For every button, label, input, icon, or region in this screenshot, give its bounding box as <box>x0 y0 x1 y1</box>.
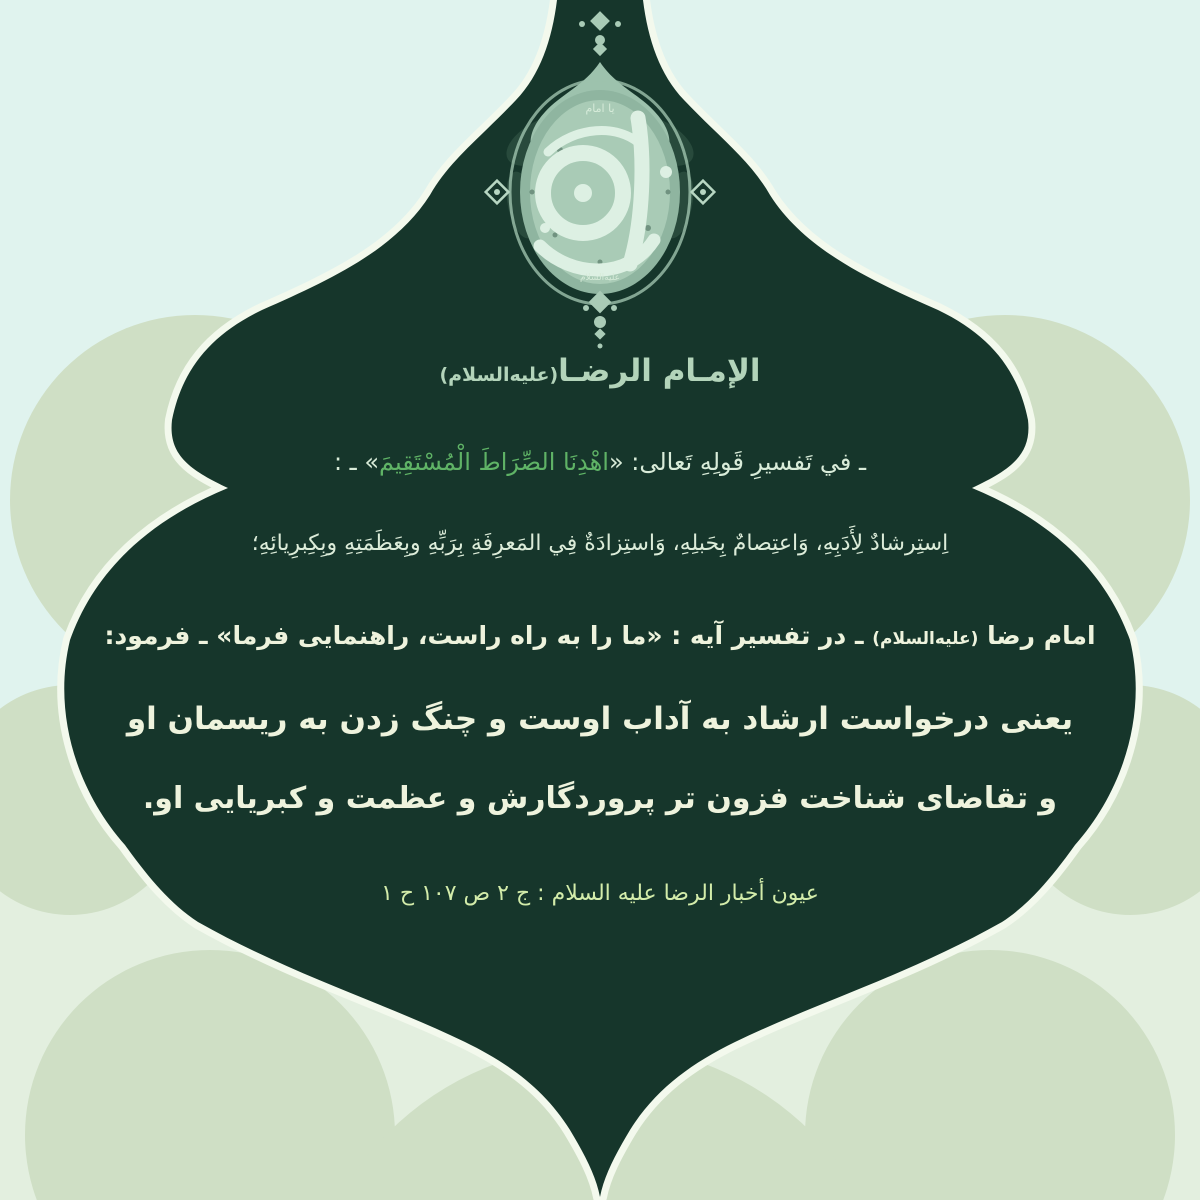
arabic-intro-suffix: » ـ : <box>333 448 380 476</box>
emblem-bottom-text: علیه‌السلام <box>579 273 621 283</box>
imam-title-main: الإمـام الرضـا <box>558 353 761 389</box>
source-reference: عیون أخبار الرضا علیه السلام : ج ۲ ص ۱۰۷ ح ۱ <box>381 881 819 906</box>
persian-intro-start: امام رضا <box>978 621 1096 650</box>
persian-intro-honorific: (علیه‌السلام) <box>872 629 979 649</box>
arabic-hadith-text: اِستِرشادٌ لِأَدَبِهِ، وَاعتِصامٌ بِحَبلِهِ، وَاستِزادَةٌ فِي المَعرِفَةِ بِرَبِّهِ وبِعَظَمَتِهِ وبِكِبرِيائِهِ؛ <box>251 531 949 556</box>
persian-translation-line2: و تقاضای شناخت فزون تر پروردگارش و عظمت و کبریایی او. <box>142 781 1058 816</box>
emblem-top-text: یا امام <box>585 102 615 115</box>
quran-quote: اهْدِنَا الصِّرَاطَ الْمُسْتَقِيمَ <box>379 448 609 476</box>
arabic-intro-prefix: ـ في تَفسيرِ قَولِهِ تَعالى: « <box>608 448 867 476</box>
persian-translation-line1: یعنی درخواست ارشاد به آداب اوست و چنگ زدن به ریسمان او <box>126 701 1074 737</box>
imam-title-honorific: (علیه‌السلام) <box>439 364 559 386</box>
persian-intro-end: ـ در تفسیر آیه : «ما را به راه راست، راهنمایی فرما» ـ فرمود: <box>104 621 873 650</box>
